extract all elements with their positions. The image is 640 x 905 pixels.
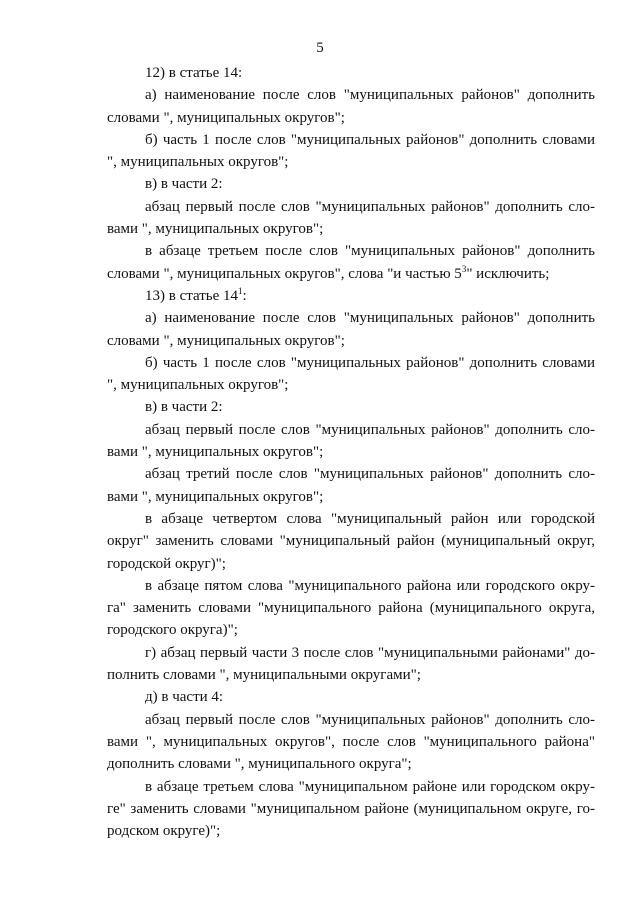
paragraph: абзац первый после слов "муниципальных районов" дополнить словами ", муниципальных округов"; bbox=[107, 421, 595, 461]
paragraph: в) в части 2: bbox=[145, 176, 223, 193]
paragraph: в абзаце третьем слова "муниципальном районе или городском округе" заменить словами "муниципальном районе (муниципальном округе, городском округе)"; bbox=[107, 778, 595, 840]
paragraph: д) в части 4: bbox=[145, 689, 224, 706]
paragraph: абзац первый после слов "муниципальных районов" дополнить словами ", муниципальных округов"; bbox=[107, 198, 595, 238]
paragraph: а) наименование после слов "муниципальных районов" дополнить словами ", муниципальных округов"; bbox=[107, 310, 595, 349]
paragraph: 13) в статье $14^1$: bbox=[145, 285, 247, 304]
paragraph: б) часть 1 после слов "муниципальных районов" дополнить словами ", муниципальных округов"; bbox=[107, 131, 595, 171]
paragraph: а) наименование после слов "муниципальных районов" дополнить словами ", муниципальных округов"; bbox=[107, 87, 595, 126]
paragraph: в) в части 2: bbox=[145, 399, 223, 416]
paragraph: в абзаце пятом слова "муниципального района или городского округа" заменить словами "муниципального района (муниципального округа, городского округа)"; bbox=[107, 577, 595, 639]
superscript: 1 bbox=[238, 285, 243, 296]
page-number: 5 bbox=[316, 40, 324, 56]
paragraph: 12) в статье 14: bbox=[145, 65, 243, 81]
paragraph: абзац первый после слов "муниципальных районов" дополнить словами ", муниципальных округов", после слов "муниципального района" дополнить словами ", муниципального округа"; bbox=[107, 711, 595, 773]
superscript: 3 bbox=[461, 263, 467, 274]
paragraph: б) часть 1 после слов "муниципальных районов" дополнить словами ", муниципальных округов"; bbox=[107, 354, 595, 394]
paragraph: в абзаце третьем после слов "муниципальных районов" дополнить словами ", муниципальных округов", слова "и частью $5^3$" исключить; bbox=[107, 243, 595, 282]
paragraph: в абзаце четвертом слова "муниципальный район или городской округ" заменить словами "муниципальный район (муниципальный округ, городской округ)"; bbox=[107, 510, 595, 572]
paragraph: г) абзац первый части 3 после слов "муниципальными районами" дополнить словами ", муниципальными округами"; bbox=[107, 644, 595, 684]
paragraph: абзац третий после слов "муниципальных районов" дополнить словами ", муниципальных округов"; bbox=[107, 466, 595, 505]
document-body bbox=[107, 62, 595, 842]
